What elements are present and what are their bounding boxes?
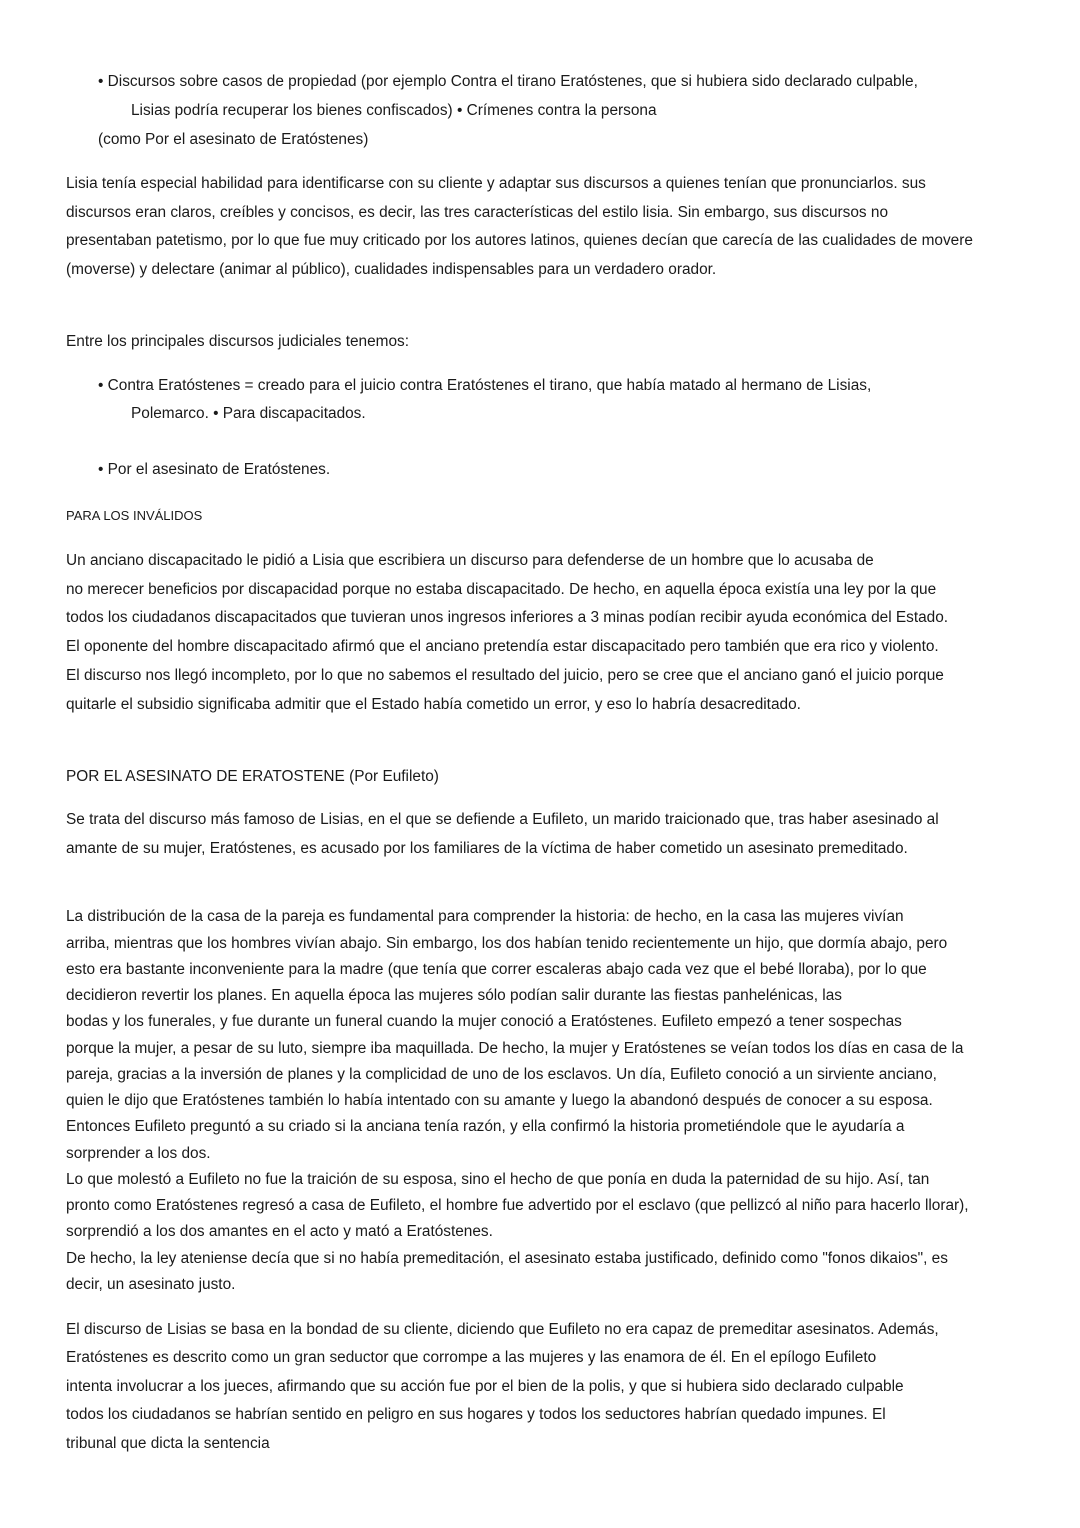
list-item-line: Lisias podría recuperar los bienes confiscados) • Crímenes contra la persona <box>131 102 657 119</box>
paragraph-line: El discurso nos llegó incompleto, por lo que no sabemos el resultado del juicio, pero se cree que el anciano ganó el juicio porque <box>66 667 944 684</box>
paragraph-line: (moverse) y delectare (animar al público), cualidades indispensables para un verdadero orador. <box>66 261 717 278</box>
list-item-line: • Por el asesinato de Eratóstenes. <box>98 461 331 478</box>
paragraph-line: todos los ciudadanos discapacitados que tuvieran unos ingresos inferiores a 3 minas podían recibir ayuda económica del Estado. <box>66 609 949 626</box>
paragraph-line: porque la mujer, a pesar de su luto, siempre iba maquillada. De hecho, la mujer y Eratóstenes se veían todos los días en casa de la <box>66 1040 964 1057</box>
paragraph-line: Lo que molestó a Eufileto no fue la traición de su esposa, sino el hecho de que ponía en duda la paternidad de su hijo. Así, tan <box>66 1171 930 1188</box>
paragraph-line: bodas y los funerales, y fue durante un funeral cuando la mujer conoció a Eratóstenes. Eufileto empezó a tener sospechas <box>66 1013 902 1030</box>
paragraph-line: De hecho, la ley ateniense decía que si no había premeditación, el asesinato estaba justificado, definido como "fonos dikaios", es <box>66 1250 948 1267</box>
list-item-line: • Contra Eratóstenes = creado para el juicio contra Eratóstenes el tirano, que había matado al hermano de Lisias, <box>98 377 872 394</box>
paragraph-line: Entonces Eufileto preguntó a su criado si la anciana tenía razón, y ella confirmó la historia prometiéndole que le ayudaría a <box>66 1118 905 1135</box>
paragraph-line: Un anciano discapacitado le pidió a Lisia que escribiera un discurso para defenderse de un hombre que lo acusaba de <box>66 552 874 569</box>
list-item-line: (como Por el asesinato de Eratóstenes) <box>98 131 369 148</box>
paragraph-line: Eratóstenes es descrito como un gran seductor que corrompe a las mujeres y las enamora de él. En el epílogo Eufileto <box>66 1349 877 1366</box>
paragraph-line: discursos eran claros, creíbles y concisos, es decir, las tres características del estilo lisia. Sin embargo, sus discursos no <box>66 204 889 221</box>
paragraph-line: pareja, gracias a la inversión de planes y la complicidad de uno de los esclavos. Un día, Eufileto conoció a un sirviente anciano, <box>66 1066 937 1083</box>
section-heading-eratostene: POR EL ASESINATO DE ERATOSTENE (Por Eufileto) <box>66 768 439 785</box>
paragraph-line: El discurso de Lisias se basa en la bondad de su cliente, diciendo que Eufileto no era capaz de premeditar asesinatos. Además, <box>66 1321 939 1338</box>
paragraph-line: amante de su mujer, Eratóstenes, es acusado por los familiares de la víctima de haber cometido un asesinato premeditado. <box>66 840 908 857</box>
paragraph-line: sorprender a los dos. <box>66 1145 211 1162</box>
paragraph-line: decidieron revertir los planes. En aquella época las mujeres sólo podían salir durante las fiestas panhelénicas, las <box>66 987 842 1004</box>
paragraph-line: El oponente del hombre discapacitado afirmó que el anciano pretendía estar discapacitado pero también que era rico y violento. <box>66 638 939 655</box>
section-heading-invalidos: PARA LOS INVÁLIDOS <box>66 508 203 523</box>
paragraph-line: esto era bastante inconveniente para la madre (que tenía que correr escaleras abajo cada vez que el bebé lloraba), por lo que <box>66 961 927 978</box>
paragraph-line: Se trata del discurso más famoso de Lisias, en el que se defiende a Eufileto, un marido traicionado que, tras haber asesinado al <box>66 811 939 828</box>
paragraph-line: todos los ciudadanos se habrían sentido en peligro en sus hogares y todos los seductores habrían quedado impunes. El <box>66 1406 886 1423</box>
paragraph-line: pronto como Eratóstenes regresó a casa de Eufileto, el hombre fue advertido por el esclavo (que pellizcó al niño para hacerlo llorar), <box>66 1197 969 1214</box>
paragraph-line: La distribución de la casa de la pareja es fundamental para comprender la historia: de hecho, en la casa las mujeres vivían <box>66 908 904 925</box>
paragraph-line: intenta involucrar a los jueces, afirmando que su acción fue por el bien de la polis, y que si hubiera sido declarado culpable <box>66 1378 904 1395</box>
paragraph-line: tribunal que dicta la sentencia <box>66 1435 270 1452</box>
paragraph-line: quitarle el subsidio significaba admitir que el Estado había cometido un error, y eso lo habría desacreditado. <box>66 696 801 713</box>
list-item-line: • Discursos sobre casos de propiedad (por ejemplo Contra el tirano Eratóstenes, que si hubiera sido declarado culpable, <box>98 73 918 90</box>
list-item-line: Polemarco. • Para discapacitados. <box>131 405 366 422</box>
paragraph-line: no merecer beneficios por discapacidad porque no estaba discapacitado. De hecho, en aquella época existía una ley por la que <box>66 581 937 598</box>
paragraph-line: quien le dijo que Eratóstenes también lo había intentado con su amante y luego la abandonó después de conocer a su esposa. <box>66 1092 933 1109</box>
paragraph-line: Lisia tenía especial habilidad para identificarse con su cliente y adaptar sus discursos a quienes tenían que pronunciarlos. sus <box>66 175 926 192</box>
paragraph-line: sorprendió a los dos amantes en el acto y mató a Eratóstenes. <box>66 1223 493 1240</box>
intro-judicial-speeches: Entre los principales discursos judiciales tenemos: <box>66 333 410 350</box>
paragraph-line: presentaban patetismo, por lo que fue muy criticado por los autores latinos, quienes decían que carecía de las cualidades de movere <box>66 232 973 249</box>
paragraph-line: arriba, mientras que los hombres vivían abajo. Sin embargo, los dos habían tenido recientemente un hijo, que dormía abajo, pero <box>66 935 948 952</box>
paragraph-line: decir, un asesinato justo. <box>66 1276 236 1293</box>
